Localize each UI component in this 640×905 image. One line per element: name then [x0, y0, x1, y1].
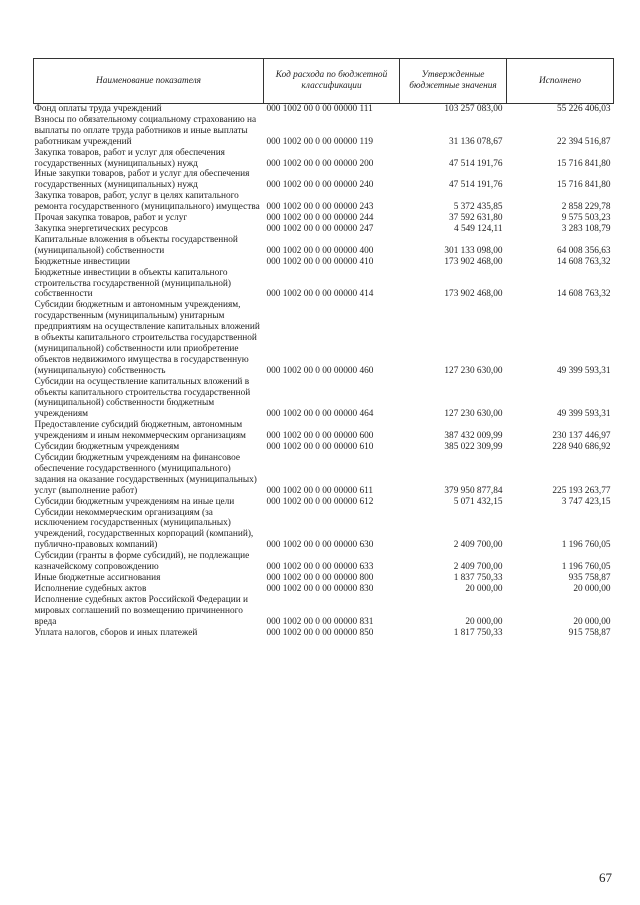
row-code-cell: 000 1002 00 0 00 00000 414 [266, 289, 374, 300]
row-executed-cell: 228 940 686,92 [552, 442, 611, 453]
row-name-cell: Иные бюджетные ассигнования [34, 572, 161, 583]
row-approved-cell: 20 000,00 [465, 616, 503, 627]
row-code-cell: 000 1002 00 0 00 00000 830 [266, 583, 374, 594]
table-row [34, 420, 614, 442]
row-approved-cell: 20 000,00 [465, 583, 503, 594]
row-code-cell: 000 1002 00 0 00 00000 612 [266, 496, 374, 507]
row-executed-cell: 14 608 763,32 [557, 289, 611, 300]
row-executed-cell: 14 608 763,32 [557, 256, 611, 267]
row-executed-cell: 3 747 423,15 [561, 496, 611, 507]
row-approved-cell: 1 837 750,33 [453, 572, 503, 583]
table-row [34, 584, 614, 595]
row-name-cell: Субсидии (гранты в форме субсидий), не подлежащие казначейскому сопровождению [34, 551, 250, 573]
row-name-cell: Взносы по обязательному социальному страхованию на выплаты по оплате труда работников и иные выплаты работникам учреждений [34, 114, 257, 147]
row-name-cell: Фонд оплаты труда учреждений [34, 104, 162, 114]
row-name-cell: Бюджетные инвестиции [34, 256, 130, 267]
table-body [34, 104, 614, 639]
row-executed-cell: 49 399 593,31 [557, 409, 611, 420]
row-approved-cell: 127 230 630,00 [444, 409, 503, 420]
table-row [34, 257, 614, 268]
row-executed-cell: 15 716 841,80 [557, 180, 611, 191]
row-executed-cell: 20 000,00 [573, 616, 611, 627]
table-row [34, 595, 614, 628]
row-executed-cell: 20 000,00 [573, 583, 611, 594]
row-approved-cell: 103 257 083,00 [444, 104, 503, 114]
table-row [34, 268, 614, 301]
row-name-cell: Бюджетные инвестиции в объекты капитального строительства государственной (муниципальной) собственности [34, 267, 231, 300]
table-row [34, 453, 614, 497]
table-row [34, 169, 614, 191]
row-name-cell: Субсидии бюджетным и автономным учреждениям, государственным (муниципальным) унитарным предприятиям на осуществление капитальных вложений в объекты капитального строительства государственной (муниципальной) собственности или приобретение объектов недвижимого имущества в государственную (муниципальную) собственность [34, 300, 260, 376]
header-code: Код расхода по бюджетной классификации [264, 59, 400, 104]
row-code-cell: 000 1002 00 0 00 00000 464 [266, 409, 374, 420]
row-executed-cell: 9 575 503,23 [561, 213, 611, 224]
row-approved-cell: 1 817 750,33 [453, 627, 503, 638]
table-row [34, 213, 614, 224]
row-executed-cell: 3 283 108,79 [561, 223, 611, 234]
row-approved-cell: 47 514 191,76 [449, 158, 503, 169]
row-name-cell: Капитальные вложения в объекты государственной (муниципальной) собственности [34, 234, 238, 256]
row-approved-cell: 2 409 700,00 [453, 562, 503, 573]
row-approved-cell: 385 022 309,99 [444, 442, 503, 453]
row-code-cell: 000 1002 00 0 00 00000 850 [266, 627, 374, 638]
table-row [34, 442, 614, 453]
table-row [34, 573, 614, 584]
table-row [34, 115, 614, 148]
row-code-cell: 000 1002 00 0 00 00000 610 [266, 442, 374, 453]
row-executed-cell: 55 226 406,03 [557, 104, 611, 114]
row-name-cell: Субсидии некоммерческим организациям (за исключением государственных (муниципальных) учреждений, государственных корпораций (компаний), публично-правовых компаний) [34, 507, 254, 551]
row-name-cell: Субсидии на осуществление капитальных вложений в объекты капитального строительства государственной (муниципальной) собственности бюджетным учреждениям [34, 376, 251, 420]
row-code-cell: 000 1002 00 0 00 00000 831 [266, 616, 374, 627]
row-executed-cell: 230 137 446,97 [552, 431, 611, 442]
header-name: Наименование показателя [34, 59, 264, 104]
row-code-cell: 000 1002 00 0 00 00000 240 [266, 180, 374, 191]
row-code-cell: 000 1002 00 0 00 00000 630 [266, 540, 374, 551]
table-row [34, 104, 614, 115]
table-header [34, 59, 614, 104]
row-code-cell: 000 1002 00 0 00 00000 119 [266, 136, 374, 147]
row-executed-cell: 1 196 760,05 [561, 540, 611, 551]
row-approved-cell: 173 902 468,00 [444, 289, 503, 300]
row-approved-cell: 37 592 631,80 [449, 213, 503, 224]
row-approved-cell: 301 133 098,00 [444, 245, 503, 256]
row-executed-cell: 64 008 356,63 [557, 245, 611, 256]
row-code-cell: 000 1002 00 0 00 00000 111 [266, 104, 373, 114]
row-executed-cell: 915 758,87 [568, 627, 611, 638]
table-row [34, 508, 614, 552]
table-row [34, 628, 614, 639]
row-name-cell: Иные закупки товаров, работ и услуг для обеспечения государственных (муниципальных) нужд [34, 169, 250, 191]
row-code-cell: 000 1002 00 0 00 00000 600 [266, 431, 374, 442]
row-code-cell: 000 1002 00 0 00 00000 200 [266, 158, 374, 169]
row-name-cell: Закупка товаров, работ, услуг в целях капитального ремонта государственного (муниципального) имущества [34, 191, 260, 213]
budget-execution-table [33, 58, 614, 638]
table-row [34, 235, 614, 257]
row-name-cell: Исполнение судебных актов [34, 583, 147, 594]
row-code-cell: 000 1002 00 0 00 00000 244 [266, 213, 374, 224]
row-name-cell: Субсидии бюджетным учреждениям на иные цели [34, 496, 235, 507]
row-code-cell: 000 1002 00 0 00 00000 243 [266, 202, 374, 213]
row-approved-cell: 173 902 468,00 [444, 256, 503, 267]
row-name-cell: Закупка товаров, работ и услуг для обеспечения государственных (муниципальных) нужд [34, 147, 225, 169]
table-row [34, 224, 614, 235]
row-executed-cell: 1 196 760,05 [561, 562, 611, 573]
row-approved-cell: 31 136 078,67 [449, 136, 503, 147]
row-executed-cell: 22 394 516,87 [557, 136, 611, 147]
row-executed-cell: 15 716 841,80 [557, 158, 611, 169]
row-executed-cell: 49 399 593,31 [557, 365, 611, 376]
row-code-cell: 000 1002 00 0 00 00000 460 [266, 365, 374, 376]
row-name-cell: Субсидии бюджетным учреждениям на финансовое обеспечение государственного (муниципального) задания на оказание государственных (муниципальных) услуг (выполнение работ) [34, 453, 257, 496]
row-name-cell: Закупка энергетических ресурсов [34, 223, 168, 234]
table-row [34, 551, 614, 573]
row-approved-cell: 387 432 009,99 [444, 431, 503, 442]
table-row [34, 300, 614, 376]
row-code-cell: 000 1002 00 0 00 00000 633 [266, 562, 374, 573]
row-code-cell: 000 1002 00 0 00 00000 611 [266, 485, 374, 496]
row-code-cell: 000 1002 00 0 00 00000 800 [266, 572, 374, 583]
row-executed-cell: 225 193 263,77 [552, 485, 611, 496]
row-executed-cell: 935 758,87 [568, 572, 611, 583]
row-approved-cell: 4 549 124,11 [454, 223, 503, 234]
row-approved-cell: 5 071 432,15 [453, 496, 503, 507]
row-code-cell: 000 1002 00 0 00 00000 410 [266, 256, 374, 267]
page-number: 67 [599, 870, 612, 885]
row-executed-cell: 2 858 229,78 [561, 202, 611, 213]
header-executed: Исполнено [507, 59, 614, 104]
row-name-cell: Субсидии бюджетным учреждениям [34, 442, 180, 453]
row-approved-cell: 379 950 877,84 [444, 485, 503, 496]
row-code-cell: 000 1002 00 0 00 00000 247 [266, 223, 374, 234]
table-row [34, 377, 614, 421]
row-approved-cell: 127 230 630,00 [444, 365, 503, 376]
row-name-cell: Прочая закупка товаров, работ и услуг [34, 213, 188, 224]
row-code-cell: 000 1002 00 0 00 00000 400 [266, 245, 374, 256]
table-row [34, 497, 614, 508]
table-row [34, 191, 614, 213]
row-approved-cell: 47 514 191,76 [449, 180, 503, 191]
row-name-cell: Уплата налогов, сборов и иных платежей [34, 627, 198, 638]
table-row [34, 148, 614, 170]
row-name-cell: Предоставление субсидий бюджетным, автономным учреждениям и иным некоммерческим организациям [34, 420, 246, 442]
row-approved-cell: 2 409 700,00 [453, 540, 503, 551]
row-name-cell: Исполнение судебных актов Российской Федерации и мировых соглашений по возмещению причиненного вреда [34, 594, 249, 627]
header-approved: Утвержденные бюджетные значения [400, 59, 507, 104]
row-approved-cell: 5 372 435,85 [453, 202, 503, 213]
